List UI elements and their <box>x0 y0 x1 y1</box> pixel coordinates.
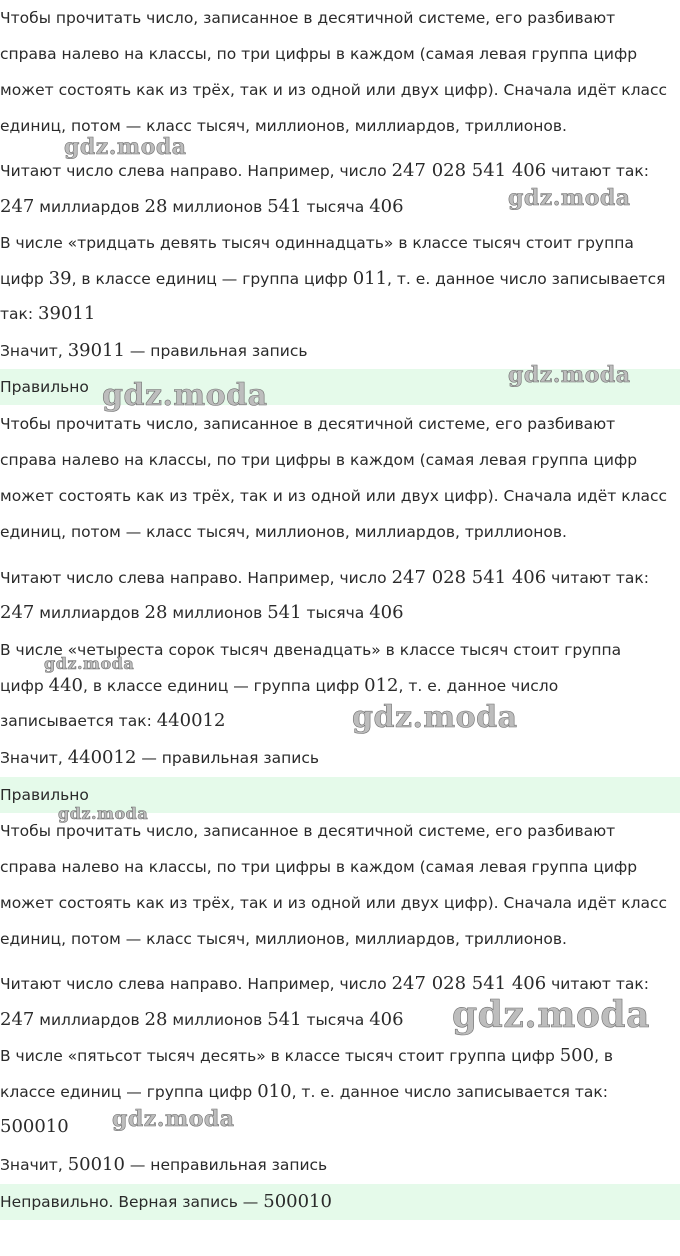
example-line: Читают число слева направо. Например, число 247 028 541 406 читают так: <box>0 973 650 994</box>
example-number: 247 028 541 406 <box>391 973 547 994</box>
rule-line: Чтобы прочитать число, записанное в десятичной системе, его разбивают <box>0 415 616 433</box>
explain-line: В числе «тридцать девять тысяч одиннадцать» в классе тысяч стоит группа <box>0 234 634 252</box>
example-reading: 247 миллиардов 28 миллионов 541 тысяча 406 <box>0 1009 404 1030</box>
watermark-logo: gdz.moda <box>452 994 650 1036</box>
rule-line: Чтобы прочитать число, записанное в десятичной системе, его разбивают <box>0 822 616 840</box>
conclusion-line: Значит, 39011 — правильная запись <box>0 340 308 361</box>
record-number: 440012 <box>156 710 226 731</box>
explain-line <box>0 1109 69 1145</box>
explain-line: В числе «четыреста сорок тысяч двенадцать» в классе тысяч стоит группа <box>0 641 622 659</box>
verdict-banner: Неправильно. Верная запись — 500010 <box>0 1184 680 1220</box>
explain-line: так: 39011 <box>0 303 96 324</box>
example-reading: 247 миллиардов 28 миллионов 541 тысяча 406 <box>0 602 404 623</box>
rule-line: Чтобы прочитать число, записанное в десятичной системе, его разбивают <box>0 9 616 27</box>
verdict-banner: Правильно <box>0 369 680 405</box>
rule-line: справа налево на классы, по три цифры в каждом (самая левая группа цифр <box>0 451 638 469</box>
example-reading: 247 миллиардов 28 миллионов 541 тысяча 406 <box>0 196 404 217</box>
watermark-logo: gdz.moda <box>352 700 518 735</box>
explain-line: записывается так: 440012 <box>0 710 226 731</box>
explain-line: цифр 39, в классе единиц — группа цифр 011, т. е. данное число записывается <box>0 268 666 289</box>
verdict-banner: Правильно <box>0 777 680 813</box>
watermark-logo: gdz.moda <box>508 185 631 211</box>
example-number: 247 028 541 406 <box>391 160 547 181</box>
watermark-logo: gdz.moda <box>508 362 631 388</box>
rule-line: может состоять как из трёх, так и из одной или двух цифр). Сначала идёт класс <box>0 81 668 99</box>
rule-line: справа налево на классы, по три цифры в каждом (самая левая группа цифр <box>0 858 638 876</box>
rule-line: единиц, потом — класс тысяч, миллионов, миллиардов, триллионов. <box>0 930 567 948</box>
watermark-logo: gdz.moda <box>58 804 149 823</box>
explain-line: классе единиц — группа цифр 010, т. е. данное число записывается так: <box>0 1081 608 1102</box>
example-line: Читают число слева направо. Например, число 247 028 541 406 читают так: <box>0 160 650 181</box>
conclusion-line: Значит, 50010 — неправильная запись <box>0 1154 328 1175</box>
rule-line: может состоять как из трёх, так и из одной или двух цифр). Сначала идёт класс <box>0 487 668 505</box>
record-number: 500010 <box>0 1116 69 1137</box>
explain-line: цифр 440, в классе единиц — группа цифр 012, т. е. данное число <box>0 675 559 696</box>
watermark-logo: gdz.moda <box>64 134 187 160</box>
record-number: 39011 <box>38 303 96 324</box>
rule-line: единиц, потом — класс тысяч, миллионов, миллиардов, триллионов. <box>0 117 567 135</box>
rule-line: единиц, потом — класс тысяч, миллионов, миллиардов, триллионов. <box>0 523 567 541</box>
example-line: Читают число слева направо. Например, число 247 028 541 406 читают так: <box>0 567 650 588</box>
watermark-logo: gdz.moda <box>112 1106 235 1132</box>
example-number: 247 028 541 406 <box>391 567 547 588</box>
explain-line: В числе «пятьсот тысяч десять» в классе тысяч стоит группа цифр 500, в <box>0 1045 614 1066</box>
rule-line: может состоять как из трёх, так и из одной или двух цифр). Сначала идёт класс <box>0 894 668 912</box>
rule-line: справа налево на классы, по три цифры в каждом (самая левая группа цифр <box>0 45 638 63</box>
watermark-logo: gdz.moda <box>44 654 135 673</box>
conclusion-line: Значит, 440012 — правильная запись <box>0 747 319 768</box>
watermark-logo: gdz.moda <box>102 378 268 413</box>
